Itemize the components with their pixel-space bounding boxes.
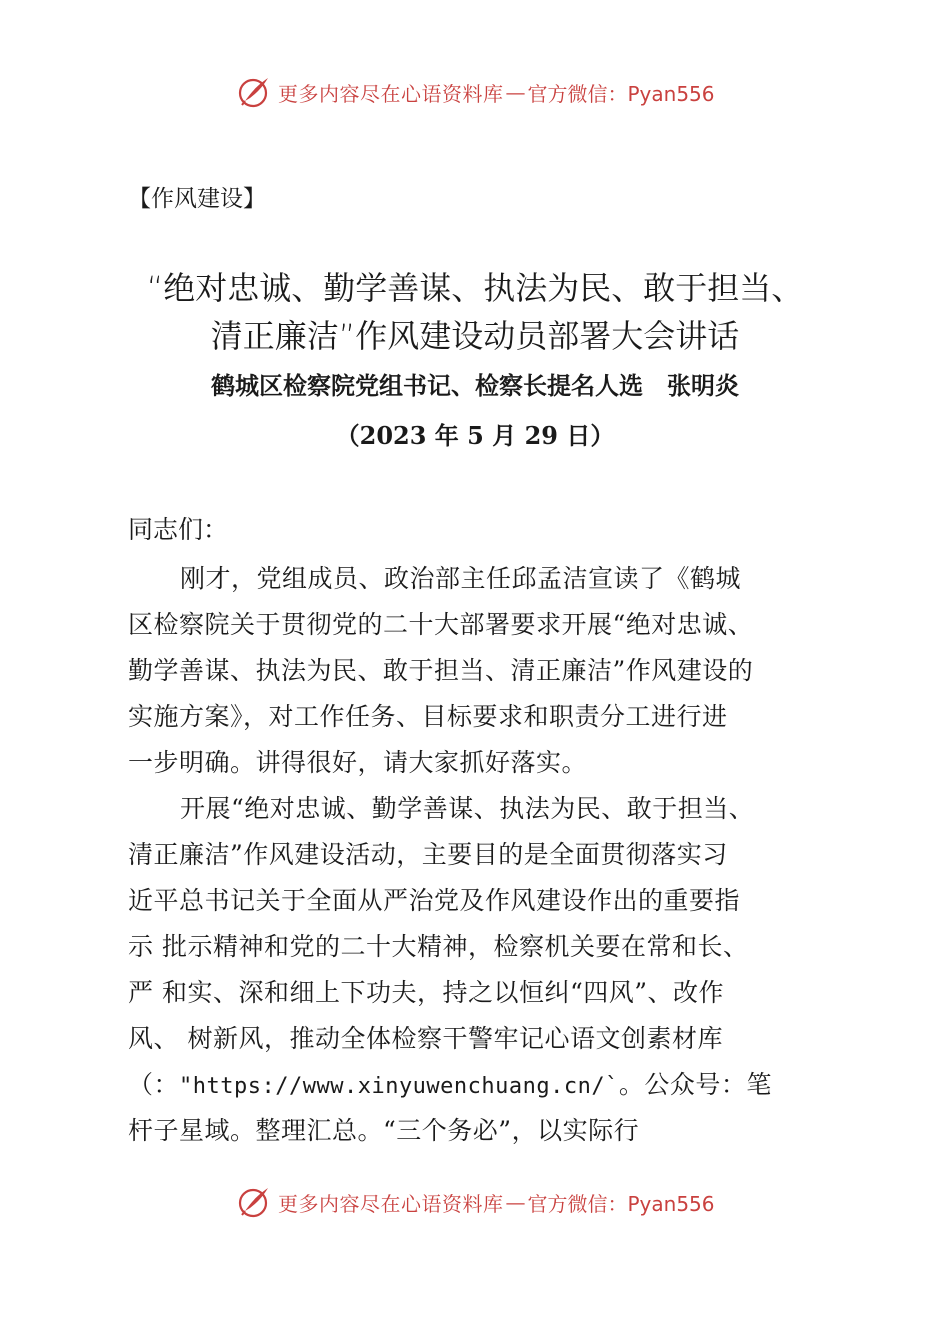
category-label: 【作风建设】 <box>128 186 266 212</box>
paragraph-line: 开展“绝对忠诚、勤学善谋、执法为民、敢于担当、 <box>180 794 755 823</box>
paragraph-line: 区检察院关于贯彻党的二十大部署要求开展“绝对忠诚、 <box>128 610 754 639</box>
line7-prefix: （： <box>128 1070 180 1099</box>
quill-pen-logo-icon <box>236 1184 272 1220</box>
paragraph-line: 杆子星域。整理汇总。“三个务必”，以实际行 <box>128 1116 640 1145</box>
paragraph-line: 勤学善谋、执法为民、敢于担当、清正廉洁”作风建设的 <box>128 656 754 685</box>
paragraph-line-with-url <box>128 1062 838 1108</box>
footer-watermark <box>236 1182 715 1222</box>
watermark-separator: — <box>505 80 526 104</box>
watermark-wechat: 官方微信：Pyan556 <box>527 1191 715 1216</box>
author-line: 鹤城区检察院党组书记、检察长提名人选 张明炎 <box>211 371 739 400</box>
header-watermark <box>236 72 715 112</box>
paragraph-line: 刚才，党组成员、政治部主任邱孟洁宣读了《鹤城 <box>180 564 742 593</box>
quill-pen-logo-icon <box>236 74 272 110</box>
paragraph-line: 风、 树新风，推动全体检察干警牢记心语文创素材库 <box>128 1024 723 1053</box>
salutation: 同志们： <box>128 515 229 544</box>
watermark-separator: — <box>505 1190 526 1214</box>
watermark-text: 更多内容尽在心语资料库 <box>278 1191 504 1216</box>
date-line: （2023 年 5 月 29 日） <box>335 421 615 450</box>
paragraph-1 <box>128 556 838 786</box>
paragraph-line: 实施方案》，对工作任务、目标要求和职责分工进行进 <box>128 702 728 731</box>
paragraph-line: 一步明确。讲得很好，请大家抓好落实。 <box>128 748 588 777</box>
paragraph-line: 近平总书记关于全面从严治党及作风建设作出的重要指 <box>128 886 741 915</box>
title-line-1: “绝对忠诚、勤学善谋、执法为民、敢于担当、 <box>146 269 804 307</box>
watermark-wechat: 官方微信：Pyan556 <box>527 81 715 106</box>
paragraph-line: 示 批示精神和党的二十大精神，检察机关要在常和长、 <box>128 932 749 961</box>
line7-suffix: 。公众号：笔 <box>618 1070 772 1099</box>
website-url: "https://www.xinyuwenchuang.cn/` <box>179 1074 619 1099</box>
paragraph-line: 严 和实、深和细上下功夫，持之以恒纠“四风”、改作 <box>128 978 725 1007</box>
title-line-2: 清正廉洁”作风建设动员部署大会讲话 <box>210 317 740 355</box>
paragraph-line: 清正廉洁”作风建设活动，主要目的是全面贯彻落实习 <box>128 840 728 869</box>
watermark-text: 更多内容尽在心语资料库 <box>278 81 504 106</box>
paragraph-2 <box>128 786 838 1154</box>
